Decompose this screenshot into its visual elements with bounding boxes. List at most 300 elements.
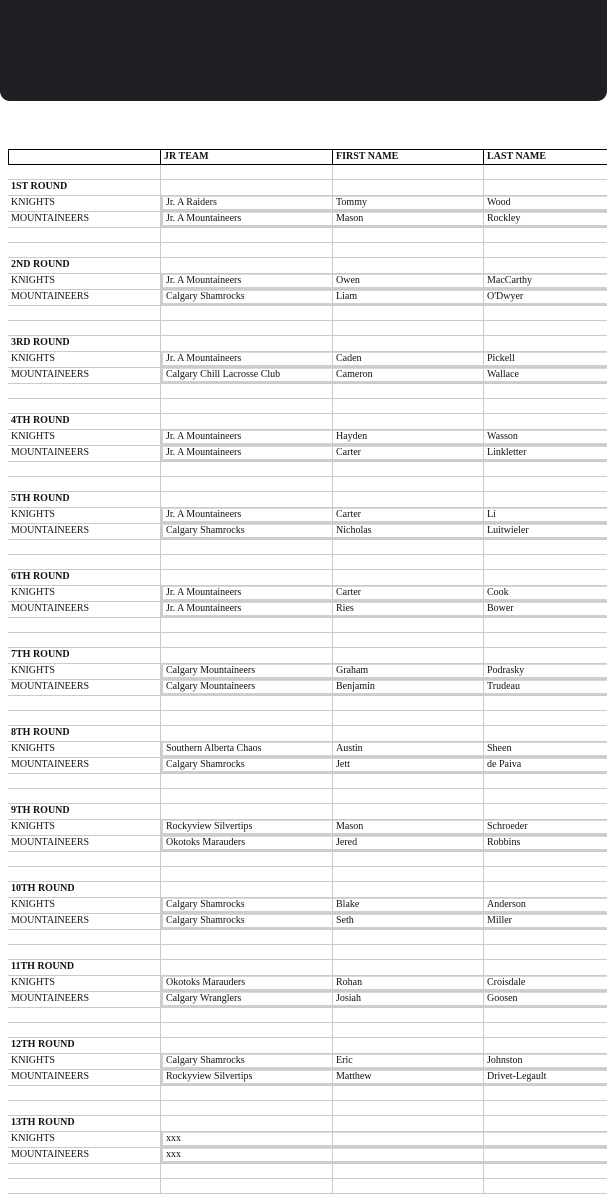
blank-row (8, 1164, 607, 1179)
pick-row (8, 1070, 607, 1086)
jr-team-cell[interactable]: Jr. A Mountaineers (161, 274, 333, 289)
empty-cell[interactable] (161, 930, 333, 944)
pick-row (8, 820, 607, 836)
jr-team-cell[interactable]: Calgary Shamrocks (161, 758, 333, 773)
empty-cell[interactable] (333, 804, 484, 819)
first-name-cell[interactable]: Liam (333, 290, 484, 305)
last-name-cell[interactable] (484, 1148, 607, 1163)
empty-cell[interactable] (333, 648, 484, 663)
empty-cell[interactable] (484, 555, 607, 569)
pick-row (8, 212, 607, 228)
team-cell[interactable]: KNIGHTS (8, 430, 161, 445)
empty-cell[interactable] (8, 462, 161, 476)
empty-cell[interactable] (161, 852, 333, 866)
blank-row (8, 1008, 607, 1023)
team-cell[interactable]: MOUNTAINEERS (8, 836, 161, 851)
first-name-cell[interactable]: Tommy (333, 196, 484, 211)
last-name-cell[interactable]: Cook (484, 586, 607, 601)
pick-row (8, 430, 607, 446)
first-name-cell[interactable]: Seth (333, 914, 484, 929)
round-label[interactable]: 6TH ROUND (8, 570, 161, 585)
empty-cell[interactable] (8, 555, 161, 569)
first-name-cell[interactable]: Nicholas (333, 524, 484, 539)
round-label[interactable]: 7TH ROUND (8, 648, 161, 663)
empty-cell[interactable] (161, 462, 333, 476)
round-header-row (8, 804, 607, 820)
first-name-cell[interactable]: Matthew (333, 1070, 484, 1085)
empty-cell[interactable] (333, 384, 484, 398)
empty-cell[interactable] (161, 336, 333, 351)
jr-team-cell[interactable]: xxx (161, 1148, 333, 1163)
empty-cell[interactable] (484, 1023, 607, 1037)
team-cell[interactable]: MOUNTAINEERS (8, 680, 161, 695)
round-header-row (8, 414, 607, 430)
first-name-cell[interactable]: Eric (333, 1054, 484, 1069)
team-cell[interactable]: MOUNTAINEERS (8, 212, 161, 227)
empty-cell[interactable] (484, 711, 607, 725)
empty-cell[interactable] (484, 384, 607, 398)
empty-cell[interactable] (484, 882, 607, 897)
round-label[interactable]: 5TH ROUND (8, 492, 161, 507)
empty-cell[interactable] (161, 321, 333, 335)
empty-cell[interactable] (484, 462, 607, 476)
empty-cell[interactable] (161, 414, 333, 429)
team-cell[interactable]: KNIGHTS (8, 274, 161, 289)
round-label[interactable]: 13TH ROUND (8, 1116, 161, 1131)
last-name-cell[interactable]: Anderson (484, 898, 607, 913)
empty-cell[interactable] (333, 321, 484, 335)
last-name-cell[interactable]: Bower (484, 602, 607, 617)
empty-cell[interactable] (8, 1179, 161, 1193)
empty-cell[interactable] (333, 1008, 484, 1022)
empty-cell[interactable] (161, 306, 333, 320)
empty-cell[interactable] (333, 492, 484, 507)
empty-cell[interactable] (8, 774, 161, 788)
team-cell[interactable]: KNIGHTS (8, 508, 161, 523)
blank-row (8, 1101, 607, 1116)
team-cell[interactable]: MOUNTAINEERS (8, 1070, 161, 1085)
empty-cell[interactable] (161, 477, 333, 491)
empty-cell[interactable] (484, 243, 607, 257)
empty-cell[interactable] (161, 492, 333, 507)
blank-row (8, 867, 607, 882)
empty-cell[interactable] (484, 165, 607, 179)
team-cell[interactable]: KNIGHTS (8, 898, 161, 913)
first-name-cell[interactable]: Blake (333, 898, 484, 913)
empty-cell[interactable] (161, 618, 333, 632)
first-name-cell[interactable]: Jered (333, 836, 484, 851)
blank-row (8, 774, 607, 789)
last-name-cell[interactable]: Miller (484, 914, 607, 929)
empty-cell[interactable] (8, 477, 161, 491)
last-name-cell[interactable]: Rockley (484, 212, 607, 227)
empty-cell[interactable] (484, 1179, 607, 1193)
jr-team-cell[interactable]: Rockyview Silvertips (161, 1070, 333, 1085)
jr-team-cell[interactable]: Calgary Mountaineers (161, 664, 333, 679)
first-name-cell[interactable]: Ries (333, 602, 484, 617)
empty-cell[interactable] (484, 477, 607, 491)
pick-row (8, 836, 607, 852)
empty-cell[interactable] (8, 540, 161, 554)
empty-cell[interactable] (333, 1179, 484, 1193)
empty-cell[interactable] (8, 633, 161, 647)
empty-cell[interactable] (161, 633, 333, 647)
first-name-cell[interactable]: Carter (333, 508, 484, 523)
empty-cell[interactable] (484, 867, 607, 881)
empty-cell[interactable] (484, 1038, 607, 1053)
jr-team-cell[interactable]: Rockyview Silvertips (161, 820, 333, 835)
empty-cell[interactable] (333, 726, 484, 741)
round-header-row (8, 492, 607, 508)
empty-cell[interactable] (161, 1038, 333, 1053)
empty-cell[interactable] (484, 228, 607, 242)
team-cell[interactable]: MOUNTAINEERS (8, 1148, 161, 1163)
last-name-cell[interactable]: Schroeder (484, 820, 607, 835)
round-header-row (8, 648, 607, 664)
empty-cell[interactable] (161, 960, 333, 975)
empty-cell[interactable] (161, 804, 333, 819)
round-header-row (8, 180, 607, 196)
team-cell[interactable]: MOUNTAINEERS (8, 914, 161, 929)
empty-cell[interactable] (161, 726, 333, 741)
empty-cell[interactable] (333, 1023, 484, 1037)
team-cell[interactable]: KNIGHTS (8, 1132, 161, 1147)
last-name-cell[interactable]: de Paiva (484, 758, 607, 773)
empty-cell[interactable] (161, 228, 333, 242)
empty-cell[interactable] (484, 618, 607, 632)
empty-cell[interactable] (333, 1086, 484, 1100)
first-name-cell[interactable]: Hayden (333, 430, 484, 445)
last-name-cell[interactable]: Podrasky (484, 664, 607, 679)
round-label[interactable]: 10TH ROUND (8, 882, 161, 897)
pick-row (8, 524, 607, 540)
empty-cell[interactable] (484, 648, 607, 663)
jr-team-cell[interactable]: Jr. A Mountaineers (161, 352, 333, 367)
jr-team-cell[interactable]: Jr. A Mountaineers (161, 430, 333, 445)
empty-cell[interactable] (484, 696, 607, 710)
empty-cell[interactable] (161, 540, 333, 554)
empty-cell[interactable] (8, 1023, 161, 1037)
team-cell[interactable]: MOUNTAINEERS (8, 446, 161, 461)
jr-team-cell[interactable]: Okotoks Marauders (161, 836, 333, 851)
last-name-cell[interactable]: Croisdale (484, 976, 607, 991)
empty-cell[interactable] (484, 258, 607, 273)
last-name-cell[interactable]: MacCarthy (484, 274, 607, 289)
empty-cell[interactable] (161, 258, 333, 273)
last-name-cell[interactable]: Luitwieler (484, 524, 607, 539)
empty-cell[interactable] (484, 945, 607, 959)
round-header-row (8, 258, 607, 274)
last-name-cell[interactable]: Johnston (484, 1054, 607, 1069)
empty-cell[interactable] (333, 960, 484, 975)
team-cell[interactable]: MOUNTAINEERS (8, 368, 161, 383)
first-name-cell[interactable]: Cameron (333, 368, 484, 383)
empty-cell[interactable] (484, 633, 607, 647)
empty-cell[interactable] (333, 165, 484, 179)
round-label[interactable]: 11TH ROUND (8, 960, 161, 975)
empty-cell[interactable] (161, 1023, 333, 1037)
empty-cell[interactable] (333, 867, 484, 881)
empty-cell[interactable] (161, 399, 333, 413)
jr-team-cell[interactable]: Calgary Mountaineers (161, 680, 333, 695)
empty-cell[interactable] (161, 1008, 333, 1022)
jr-team-cell[interactable]: Okotoks Marauders (161, 976, 333, 991)
empty-cell[interactable] (8, 399, 161, 413)
last-name-cell[interactable]: Li (484, 508, 607, 523)
team-cell[interactable]: KNIGHTS (8, 1054, 161, 1069)
empty-cell[interactable] (161, 648, 333, 663)
first-name-cell[interactable]: Mason (333, 212, 484, 227)
first-name-cell[interactable] (333, 1132, 484, 1147)
round-header-row (8, 1116, 607, 1132)
first-name-cell[interactable]: Benjamin (333, 680, 484, 695)
last-name-cell[interactable]: Goosen (484, 992, 607, 1007)
pick-row (8, 1148, 607, 1164)
jr-team-cell[interactable]: Jr. A Mountaineers (161, 446, 333, 461)
empty-cell[interactable] (484, 774, 607, 788)
empty-cell[interactable] (484, 306, 607, 320)
last-name-cell[interactable]: Sheen (484, 742, 607, 757)
jr-team-cell[interactable]: Calgary Shamrocks (161, 898, 333, 913)
empty-cell[interactable] (484, 1101, 607, 1115)
round-label[interactable]: 2ND ROUND (8, 258, 161, 273)
pick-row (8, 196, 607, 212)
team-cell[interactable]: KNIGHTS (8, 196, 161, 211)
blank-row (8, 852, 607, 867)
empty-cell[interactable] (333, 336, 484, 351)
last-name-cell[interactable]: Wood (484, 196, 607, 211)
empty-cell[interactable] (8, 1164, 161, 1178)
empty-cell[interactable] (8, 930, 161, 944)
empty-cell[interactable] (161, 696, 333, 710)
first-name-cell[interactable]: Austin (333, 742, 484, 757)
empty-cell[interactable] (333, 243, 484, 257)
empty-cell[interactable] (8, 228, 161, 242)
first-name-cell[interactable]: Josiah (333, 992, 484, 1007)
empty-cell[interactable] (161, 774, 333, 788)
round-label[interactable]: 12TH ROUND (8, 1038, 161, 1053)
first-name-cell[interactable] (333, 1148, 484, 1163)
empty-cell[interactable] (161, 945, 333, 959)
round-label[interactable]: 8TH ROUND (8, 726, 161, 741)
empty-cell[interactable] (333, 462, 484, 476)
empty-cell[interactable] (161, 1116, 333, 1131)
header-last-name[interactable]: LAST NAME (487, 151, 546, 162)
empty-cell[interactable] (484, 1116, 607, 1131)
empty-cell[interactable] (8, 852, 161, 866)
empty-cell[interactable] (333, 414, 484, 429)
empty-cell[interactable] (161, 882, 333, 897)
empty-cell[interactable] (484, 570, 607, 585)
team-cell[interactable]: KNIGHTS (8, 352, 161, 367)
empty-cell[interactable] (484, 804, 607, 819)
empty-cell[interactable] (484, 789, 607, 803)
empty-cell[interactable] (161, 1086, 333, 1100)
empty-cell[interactable] (8, 321, 161, 335)
empty-cell[interactable] (161, 555, 333, 569)
empty-cell[interactable] (333, 945, 484, 959)
empty-cell[interactable] (161, 243, 333, 257)
empty-cell[interactable] (484, 960, 607, 975)
jr-team-cell[interactable]: Jr. A Raiders (161, 196, 333, 211)
first-name-cell[interactable]: Graham (333, 664, 484, 679)
header-jr-team[interactable]: JR TEAM (161, 150, 333, 164)
empty-cell[interactable] (161, 570, 333, 585)
empty-cell[interactable] (484, 930, 607, 944)
round-header-row (8, 882, 607, 898)
first-name-cell[interactable]: Owen (333, 274, 484, 289)
empty-cell[interactable] (484, 336, 607, 351)
first-name-cell[interactable]: Caden (333, 352, 484, 367)
empty-cell[interactable] (333, 555, 484, 569)
jr-team-cell[interactable]: Calgary Shamrocks (161, 524, 333, 539)
header-first-name[interactable]: FIRST NAME (333, 150, 484, 164)
empty-cell[interactable] (8, 384, 161, 398)
jr-team-cell[interactable]: Calgary Wranglers (161, 992, 333, 1007)
empty-cell[interactable] (8, 618, 161, 632)
header-corner-cell[interactable] (8, 150, 161, 164)
pick-row (8, 508, 607, 524)
first-name-cell[interactable]: Carter (333, 586, 484, 601)
blank-row (8, 1023, 607, 1038)
empty-cell[interactable] (8, 1086, 161, 1100)
empty-cell[interactable] (484, 180, 607, 195)
empty-cell[interactable] (333, 882, 484, 897)
last-name-cell[interactable]: Wasson (484, 430, 607, 445)
last-name-cell[interactable]: Linkletter (484, 446, 607, 461)
blank-row (8, 399, 607, 414)
jr-team-cell[interactable]: Southern Alberta Chaos (161, 742, 333, 757)
empty-cell[interactable] (161, 180, 333, 195)
jr-team-cell[interactable]: Jr. A Mountaineers (161, 212, 333, 227)
empty-cell[interactable] (333, 852, 484, 866)
empty-cell[interactable] (333, 306, 484, 320)
round-header-row (8, 1038, 607, 1054)
empty-cell[interactable] (161, 867, 333, 881)
last-name-cell[interactable] (484, 1132, 607, 1147)
empty-cell[interactable] (333, 399, 484, 413)
empty-cell[interactable] (161, 789, 333, 803)
team-cell[interactable]: KNIGHTS (8, 820, 161, 835)
empty-cell[interactable] (8, 243, 161, 257)
empty-cell[interactable] (333, 180, 484, 195)
empty-cell[interactable] (484, 414, 607, 429)
first-name-cell[interactable]: Carter (333, 446, 484, 461)
pick-row (8, 898, 607, 914)
empty-cell[interactable] (333, 1116, 484, 1131)
empty-cell[interactable] (161, 1101, 333, 1115)
empty-cell[interactable] (333, 618, 484, 632)
jr-team-cell[interactable]: Calgary Shamrocks (161, 914, 333, 929)
empty-cell[interactable] (8, 711, 161, 725)
last-name-cell[interactable]: Robbins (484, 836, 607, 851)
empty-cell[interactable] (484, 1008, 607, 1022)
empty-cell[interactable] (333, 258, 484, 273)
empty-cell[interactable] (484, 852, 607, 866)
last-name-cell[interactable]: Pickell (484, 352, 607, 367)
empty-cell[interactable] (333, 228, 484, 242)
empty-cell[interactable] (8, 1101, 161, 1115)
jr-team-cell[interactable]: Calgary Chill Lacrosse Club (161, 368, 333, 383)
pick-row (8, 914, 607, 930)
empty-cell[interactable] (8, 1008, 161, 1022)
empty-cell[interactable] (333, 774, 484, 788)
empty-cell[interactable] (8, 867, 161, 881)
empty-cell[interactable] (484, 321, 607, 335)
team-cell[interactable]: MOUNTAINEERS (8, 524, 161, 539)
empty-cell[interactable] (8, 165, 161, 179)
empty-cell[interactable] (8, 306, 161, 320)
jr-team-cell[interactable]: Calgary Shamrocks (161, 290, 333, 305)
round-label[interactable]: 9TH ROUND (8, 804, 161, 819)
last-name-cell[interactable]: O'Dwyer (484, 290, 607, 305)
first-name-cell[interactable]: Rohan (333, 976, 484, 991)
round-label[interactable]: 3RD ROUND (8, 336, 161, 351)
team-cell[interactable]: MOUNTAINEERS (8, 602, 161, 617)
empty-cell[interactable] (333, 789, 484, 803)
team-cell[interactable]: KNIGHTS (8, 664, 161, 679)
empty-cell[interactable] (484, 1086, 607, 1100)
team-cell[interactable]: MOUNTAINEERS (8, 290, 161, 305)
empty-cell[interactable] (8, 945, 161, 959)
last-name-cell[interactable]: Wallace (484, 368, 607, 383)
empty-cell[interactable] (484, 1164, 607, 1178)
first-name-cell[interactable]: Jett (333, 758, 484, 773)
team-cell[interactable]: KNIGHTS (8, 586, 161, 601)
empty-cell[interactable] (484, 492, 607, 507)
round-header-row (8, 570, 607, 586)
empty-cell[interactable] (161, 1164, 333, 1178)
blank-row (8, 633, 607, 648)
top-bar (0, 0, 607, 101)
jr-team-cell[interactable]: xxx (161, 1132, 333, 1147)
empty-cell[interactable] (333, 1101, 484, 1115)
pick-row (8, 992, 607, 1008)
empty-cell[interactable] (333, 696, 484, 710)
team-cell[interactable]: MOUNTAINEERS (8, 992, 161, 1007)
empty-cell[interactable] (8, 696, 161, 710)
empty-cell[interactable] (333, 477, 484, 491)
jr-team-cell[interactable]: Jr. A Mountaineers (161, 602, 333, 617)
empty-cell[interactable] (8, 789, 161, 803)
empty-cell[interactable] (161, 711, 333, 725)
team-cell[interactable]: KNIGHTS (8, 742, 161, 757)
empty-cell[interactable] (484, 399, 607, 413)
round-label[interactable]: 4TH ROUND (8, 414, 161, 429)
empty-cell[interactable] (161, 384, 333, 398)
last-name-cell[interactable]: Trudeau (484, 680, 607, 695)
empty-cell[interactable] (333, 1164, 484, 1178)
empty-cell[interactable] (161, 1179, 333, 1193)
empty-cell[interactable] (484, 726, 607, 741)
last-name-cell[interactable]: Drivet-Legault (484, 1070, 607, 1085)
team-cell[interactable]: KNIGHTS (8, 976, 161, 991)
first-name-cell[interactable]: Mason (333, 820, 484, 835)
jr-team-cell[interactable]: Jr. A Mountaineers (161, 508, 333, 523)
empty-cell[interactable] (333, 1038, 484, 1053)
empty-cell[interactable] (161, 165, 333, 179)
empty-cell[interactable] (333, 540, 484, 554)
empty-cell[interactable] (333, 711, 484, 725)
empty-cell[interactable] (333, 930, 484, 944)
jr-team-cell[interactable]: Jr. A Mountaineers (161, 586, 333, 601)
round-label[interactable]: 1ST ROUND (8, 180, 161, 195)
empty-cell[interactable] (333, 633, 484, 647)
jr-team-cell[interactable]: Calgary Shamrocks (161, 1054, 333, 1069)
empty-cell[interactable] (484, 540, 607, 554)
empty-cell[interactable] (333, 570, 484, 585)
team-cell[interactable]: MOUNTAINEERS (8, 758, 161, 773)
